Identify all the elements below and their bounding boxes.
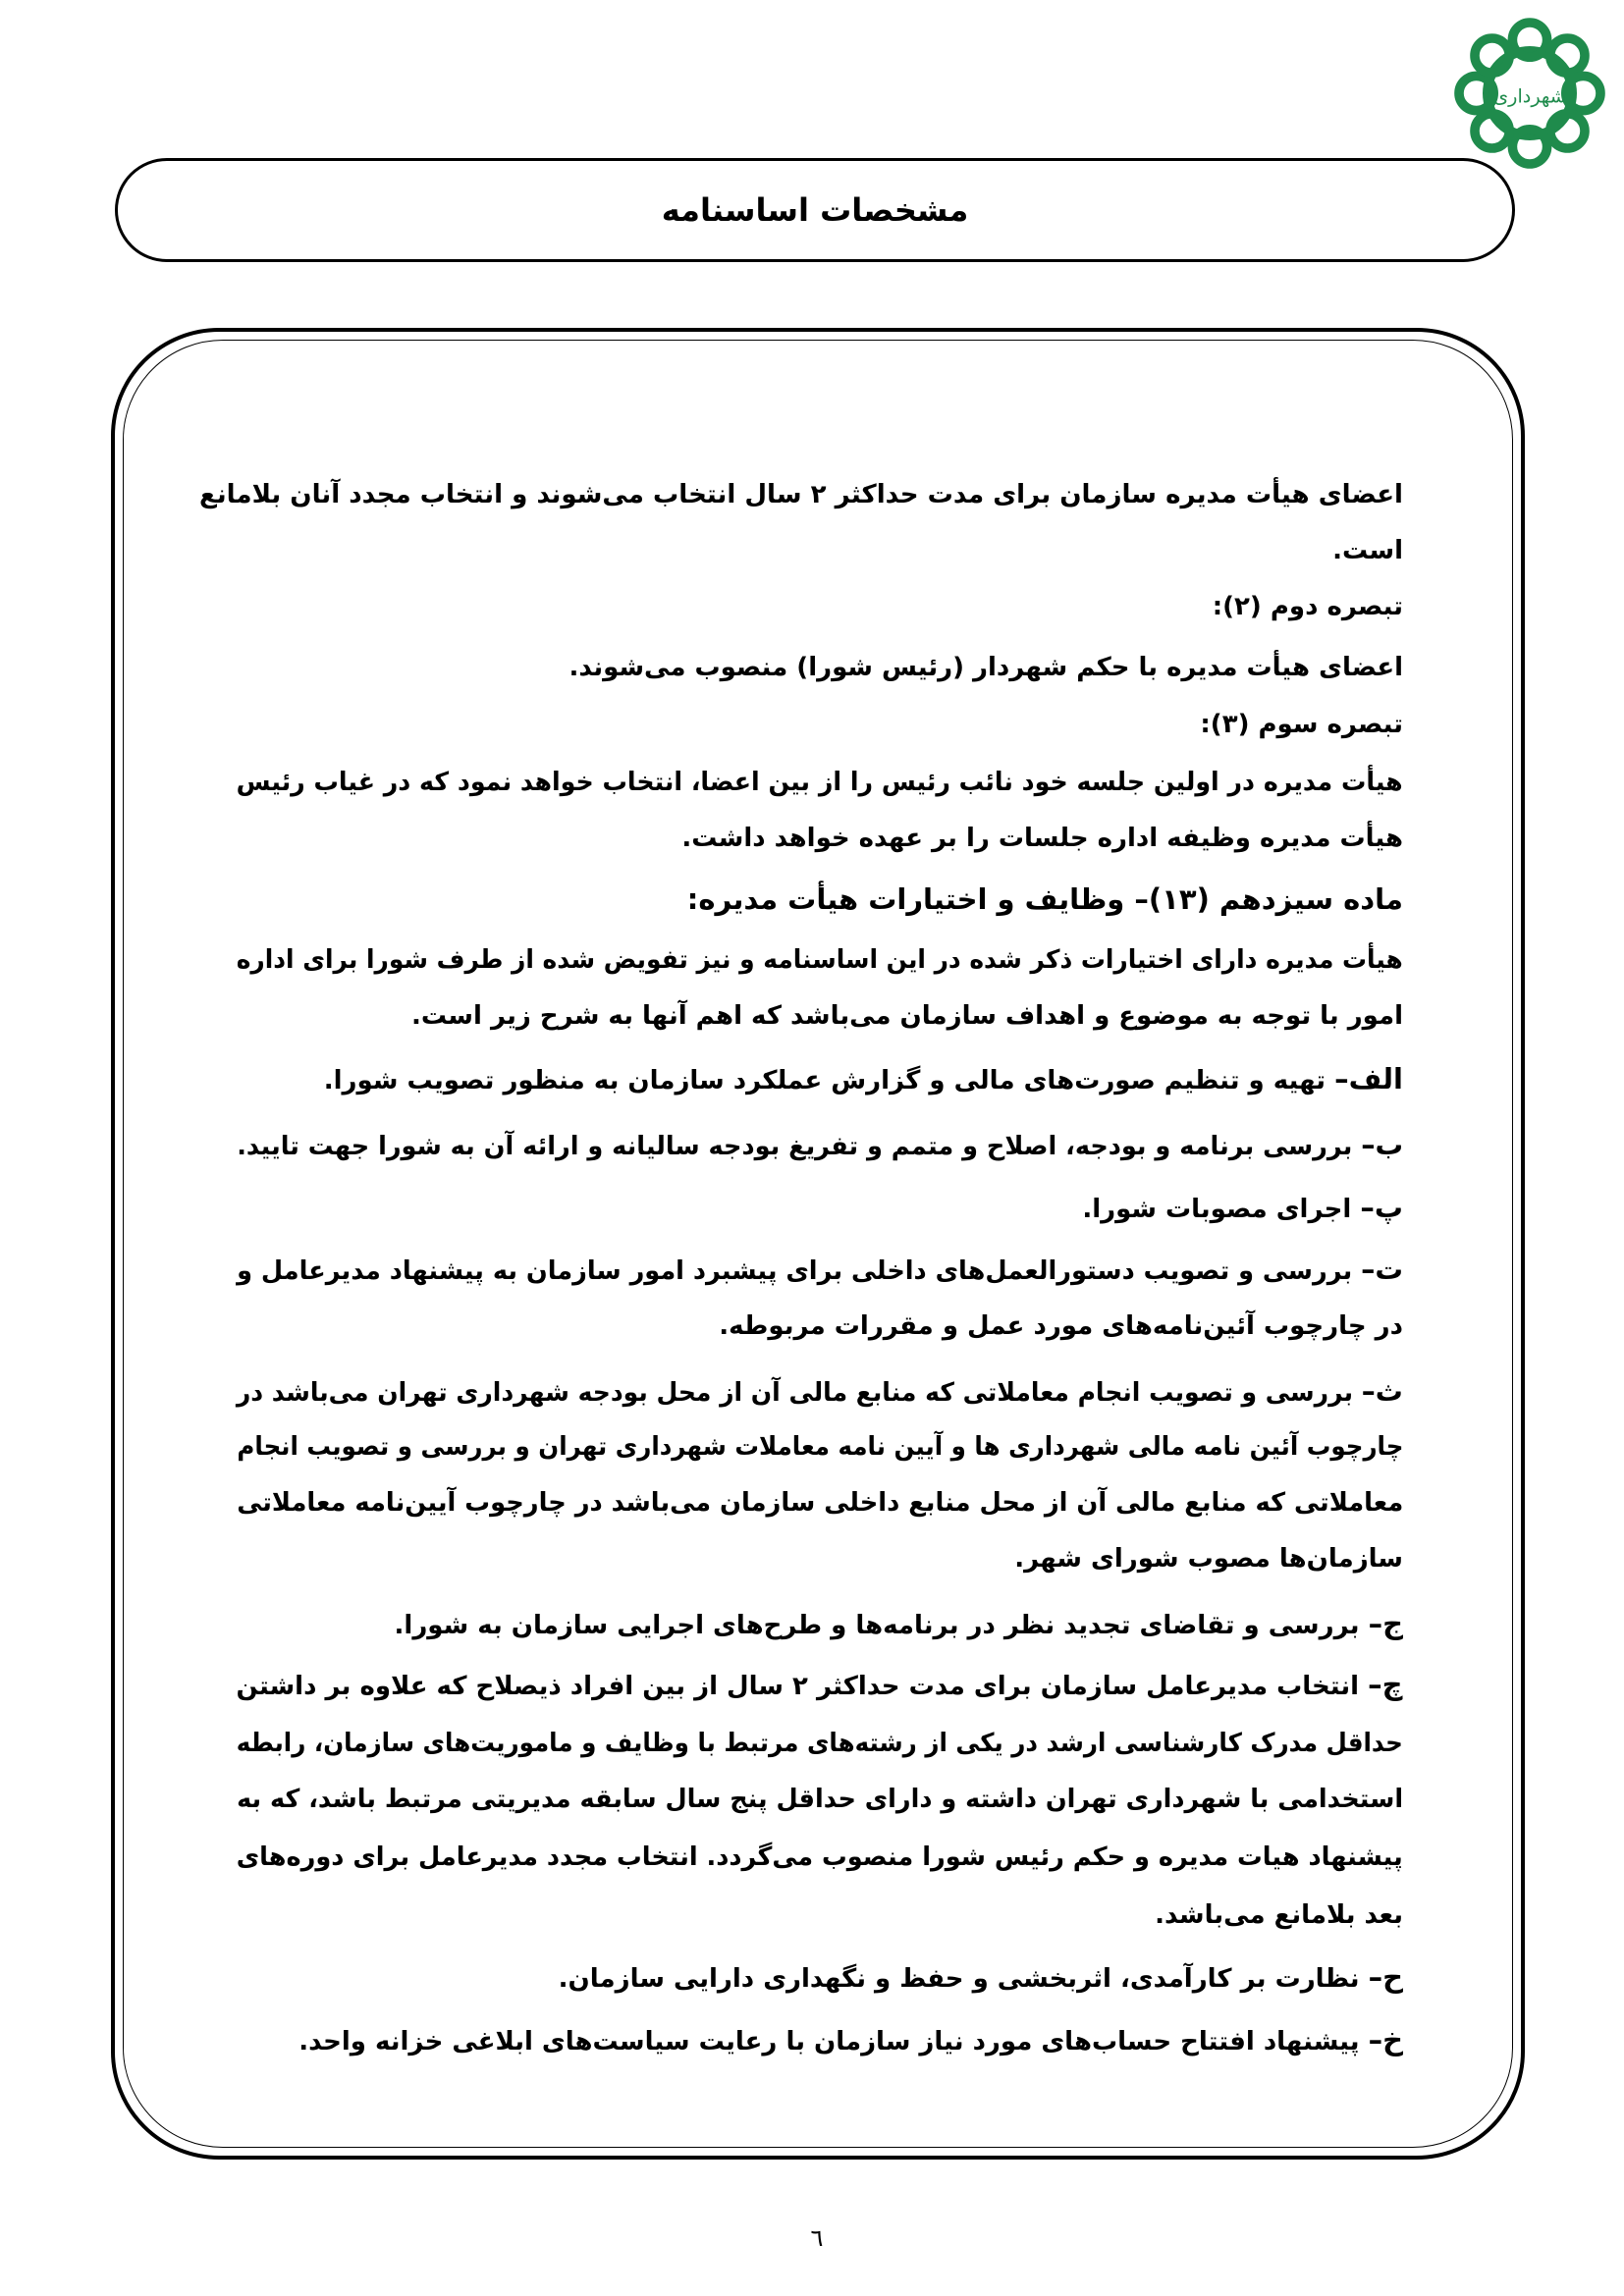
line-text: بعد بلامانع می‌باشد. (1155, 1900, 1403, 1930)
text-line (237, 1371, 1403, 1413)
section-heading (687, 880, 1403, 919)
line-text: ماده سیزدهم (۱۳)– وظایف و اختیارات هیأت مدیره: (686, 882, 1403, 916)
line-text: چارچوب آئین نامه مالی شهرداری ها و آیین نامه معاملات شهرداری تهران و بررسی و تصویب انجام (237, 1432, 1403, 1462)
item-label: ت– (1361, 1253, 1403, 1286)
text-line (1155, 1896, 1403, 1935)
line-text: حداقل مدرک کارشناسی ارشد در یکی از رشته‌های مرتبط با وظایف و ماموریت‌های سازمان، رابطه (237, 1729, 1403, 1758)
line-text: بررسی و تقاضای تجدید نظر در برنامه‌ها و طرح‌های اجرایی سازمان به شورا. (394, 1611, 1369, 1640)
line-text: هیأت مدیره در اولین جلسه خود نائب رئیس را از بین اعضا، انتخاب خواهد نمود که در غیاب رئیس (237, 768, 1403, 797)
text-line (237, 1780, 1403, 1819)
text-line (1014, 1539, 1403, 1578)
text-line (237, 763, 1403, 802)
line-text: اجرای مصوبات شورا. (1082, 1195, 1361, 1224)
line-text: در چارچوب آئین‌نامه‌های مورد عمل و مقررات مربوطه. (719, 1311, 1403, 1341)
page-title: مشخصات اساسنامه (661, 191, 969, 229)
text-line (411, 996, 1403, 1036)
text-line (324, 1059, 1403, 1100)
text-line (237, 1125, 1403, 1166)
item-label: خ– (1368, 2023, 1403, 2056)
line-text: انتخاب مدیرعامل سازمان برای مدت حداکثر ۲ سال از بین افراد ذیصلاح که علاوه بر داشتن (237, 1672, 1369, 1701)
line-text: اعضای هیأت مدیره سازمان برای مدت حداکثر ۲ سال انتخاب می‌شوند و انتخاب مجدد آنان بلامانع (199, 480, 1403, 509)
tehran-municipality-logo (1447, 15, 1612, 172)
text-line (719, 1307, 1403, 1346)
text-line (1213, 587, 1403, 626)
page-number: ٦ (810, 2224, 824, 2252)
item-label: ث– (1361, 1374, 1403, 1408)
item-label: ح– (1368, 1960, 1403, 1994)
item-label: ب– (1361, 1128, 1403, 1161)
line-text: هیأت مدیره وظیفه اداره جلسات را بر عهده خواهد داشت. (681, 824, 1403, 853)
text-line (395, 1604, 1403, 1645)
text-line (559, 1957, 1403, 1999)
line-text: نظارت بر کارآمدی، اثربخشی و حفظ و نگهداری دارایی سازمان. (558, 1964, 1369, 1994)
line-text: تهیه و تنظیم صورت‌های مالی و گزارش عملکرد سازمان به منظور تصویب شورا. (323, 1066, 1335, 1095)
line-text: تبصره سوم (۳): (1200, 710, 1403, 739)
text-line (199, 475, 1403, 514)
line-text: استخدامی با شهرداری تهران داشته و دارای حداقل پنج سال سابقه مدیریتی مرتبط باشد، که به (237, 1785, 1403, 1814)
line-text: سازمان‌ها مصوب شورای شهر. (1014, 1544, 1403, 1574)
text-line (237, 1838, 1403, 1877)
item-label: الف– (1334, 1062, 1403, 1095)
text-line (237, 1427, 1403, 1467)
text-line (1082, 1188, 1403, 1229)
text-line (237, 1724, 1403, 1763)
item-label: ج– (1368, 1607, 1403, 1640)
line-text: هیأت مدیره دارای اختیارات ذکر شده در این اساسنامه و نیز تفویض شده از طرف شورا برای اداره (237, 945, 1403, 975)
text-line (1332, 531, 1403, 570)
line-text: است. (1332, 536, 1403, 565)
line-text: پیشنهاد هیات مدیره و حکم رئیس شورا منصوب می‌گردد. انتخاب مجدد مدیرعامل برای دوره‌های (237, 1842, 1403, 1872)
text-line (237, 940, 1403, 980)
line-text: بررسی و تصویب انجام معاملاتی که منابع مالی آن از محل بودجه شهرداری تهران می‌باشد در (237, 1378, 1362, 1408)
text-line (237, 1250, 1403, 1291)
line-text: بررسی و تصویب دستورالعمل‌های داخلی برای پیشبرد امور سازمان به پیشنهاد مدیرعامل و (237, 1256, 1362, 1286)
line-text: پیشنهاد افتتاح حساب‌های مورد نیاز سازمان با رعایت سیاست‌های ابلاغی خزانه واحد. (298, 2027, 1369, 2056)
line-text: امور با توجه به موضوع و اهداف سازمان می‌باشد که اهم آنها به شرح زیر است. (411, 1001, 1403, 1031)
item-label: چ– (1368, 1668, 1403, 1701)
text-line (237, 1483, 1403, 1522)
svg-text:شهرداری: شهرداری (1493, 84, 1566, 108)
text-line (298, 2020, 1403, 2061)
text-line (681, 819, 1403, 858)
line-text: اعضای هیأت مدیره با حکم شهردار (رئیس شورا) منصوب می‌شوند. (568, 653, 1403, 682)
text-line (1200, 705, 1403, 744)
line-text: بررسی برنامه و بودجه، اصلاح و متمم و تفریغ بودجه سالیانه و ارائه آن به شورا جهت تایید. (237, 1132, 1362, 1161)
text-line (237, 1665, 1403, 1706)
line-text: معاملاتی که منابع مالی آن از محل منابع داخلی سازمان می‌باشد در چارچوب آیین‌نامه معاملاتی (237, 1488, 1403, 1518)
item-label: پ– (1360, 1191, 1403, 1224)
header-box (115, 158, 1515, 262)
line-text: تبصره دوم (۲): (1212, 592, 1403, 621)
text-line (569, 648, 1403, 687)
